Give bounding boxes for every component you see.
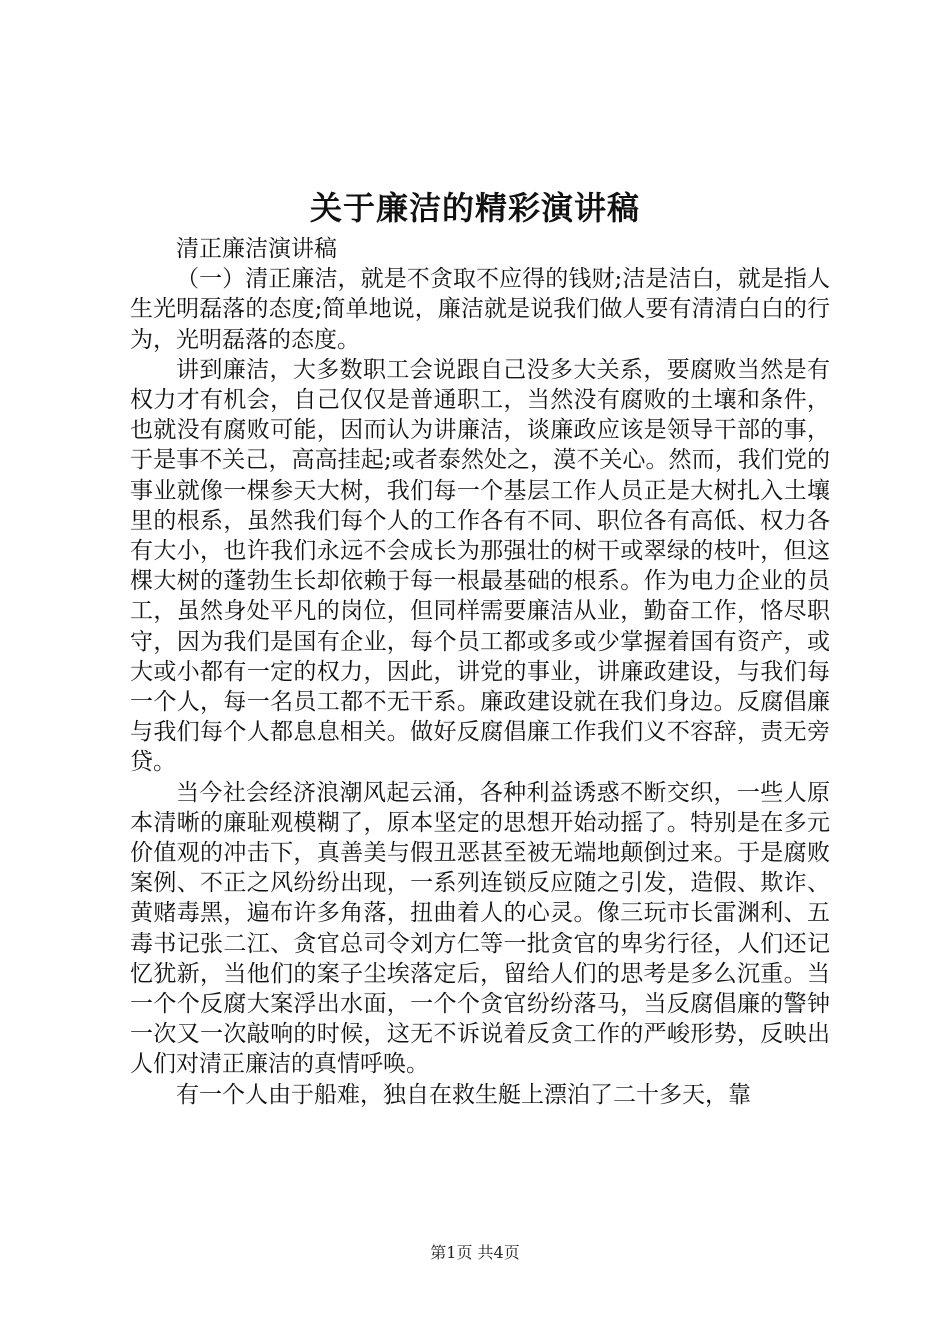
paragraph: 讲到廉洁，大多数职工会说跟自己没多大关系，要腐败当然是有权力才有机会，自己仅仅是普通职工，当然没有腐败的土壤和条件，也就没有腐败可能，因而认为讲廉洁，谈廉政应该是领导干部的事，于是事不关己，高高挂起;或者泰然处之，漠不关心。然而，我们党的事业就像一棵参天大树，我们每一个基层工作人员正是大树扎入土壤里的根系，虽然我们每个人的工作各有不同、职位各有高低、权力各有大小，也许我们永远不会成长为那强壮的树干或翠绿的枝叶，但这棵大树的蓬勃生长却依赖于每一根最基础的根系。作为电力企业的员工，虽然身处平凡的岗位，但同样需要廉洁从业，勤奋工作，恪尽职守，因为我们是国有企业，每个员工都或多或少掌握着国有资产，或大或小都有一定的权力，因此，讲党的事业，讲廉政建设，与我们每一个人，每一名员工都不无干系。廉政建设就在我们身边。反腐倡廉与我们每个人都息息相关。做好反腐倡廉工作我们义不容辞，责无旁贷。 (130, 356, 830, 776)
paragraph-subtitle: 清正廉洁演讲稿 (176, 236, 337, 262)
page-number-footer: 第1页 共4页 (430, 1243, 520, 1262)
paragraph: 当今社会经济浪潮风起云涌，各种利益诱惑不断交织，一些人原本清晰的廉耻观模糊了，原本坚定的思想开始动摇了。特别是在多元价值观的冲击下，真善美与假丑恶甚至被无端地颠倒过来。于是腐败案例、不正之风纷纷出现，一系列连锁反应随之引发，造假、欺诈、黄赌毒黑，遍布许多角落，扭曲着人的心灵。像三玩市长雷渊利、五毒书记张二江、贪官总司令刘方仁等一批贪官的卑劣行径，人们还记忆犹新，当他们的案子尘埃落定后，留给人们的思考是多么沉重。当一个个反腐大案浮出水面，一个个贪官纷纷落马，当反腐倡廉的警钟一次又一次敲响的时候，这无不诉说着反贪工作的严峻形势，反映出人们对清正廉洁的真情呼唤。 (130, 779, 830, 1078)
paragraph: 有一个人由于船难，独自在救生艇上漂泊了二十多天，靠 (176, 1081, 751, 1108)
document-title: 关于廉洁的精彩演讲稿 (309, 189, 640, 227)
paragraph: （一）清正廉洁，就是不贪取不应得的钱财;洁是洁白，就是指人生光明磊落的态度;简单地说，廉洁就是说我们做人要有清清白白的行为，光明磊落的态度。 (130, 266, 830, 353)
document-body (130, 234, 830, 1110)
